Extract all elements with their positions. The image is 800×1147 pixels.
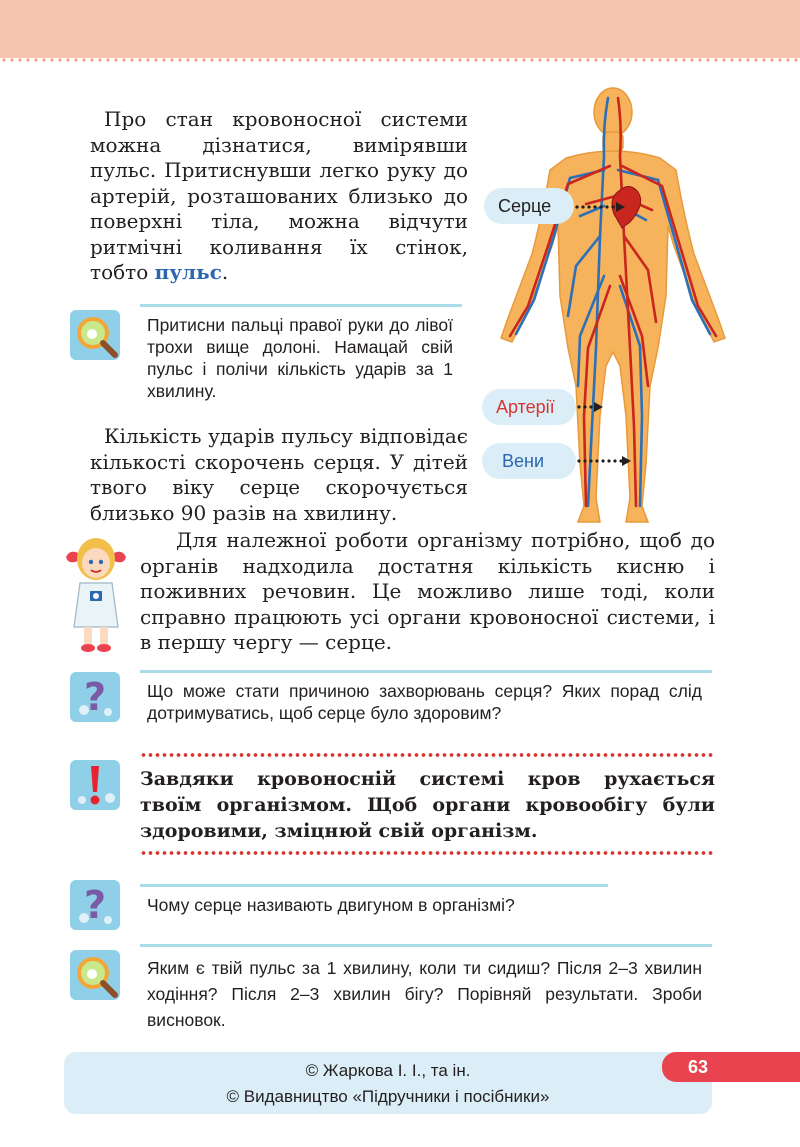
question-2-line [140, 884, 608, 887]
label-heart [484, 188, 574, 224]
copyright-publisher: © Видавництво «Підручники і посібники» [226, 1087, 550, 1106]
label-heart-text: Серце [498, 196, 552, 216]
conclusion-text: Завдяки кровоносній системі кров рухається твоїм організмом. Щоб органи кровообігу були здоровими, зміцнюй свій організм. [140, 768, 715, 842]
copyright-authors: © Жаркова І. І., та ін. [305, 1061, 471, 1080]
girl-doctor-illustration [60, 535, 132, 657]
heart-pointer-dots [574, 205, 618, 209]
intro-paragraph [90, 107, 468, 286]
conclusion-dotted-bottom [140, 850, 715, 856]
heart-pointer-arrowhead [616, 202, 625, 212]
task-pulse-text: Притисни пальці правої руки до лівої трохи вище долоні. Намацай свій пульс і полічи кількість ударів за 1 хвилину. [147, 315, 453, 401]
intro-text: Про стан кровоносної системи можна дізнатися, вимірявши пульс. Притиснувши легко руку до артерій, розташованих близько до поверхні тіла, можна відчути ритмічні коливання їх стінок, тобто [90, 107, 468, 284]
intro-end: . [221, 260, 229, 284]
term-pulse: пульс [154, 260, 222, 284]
svg-text:?: ? [83, 883, 107, 927]
task-final-text: Яким є твій пульс за 1 хвилину, коли ти сидиш? Після 2–3 хвилин ходіння? Після 2–3 хвилин бігу? Порівняй результати. Зроби висновок. [147, 958, 702, 1030]
svg-text:?: ? [83, 675, 107, 719]
task-final-line [140, 944, 712, 947]
veins-pointer-dots [576, 459, 624, 463]
question-1-line [140, 670, 712, 673]
question-mark-icon [70, 672, 120, 722]
label-veins [482, 443, 576, 479]
question-1-text: Що може стати причиною захворювань серця? Яких порад слід дотримуватись, щоб серце було здоровим? [147, 681, 702, 723]
arteries-pointer-dots [576, 405, 594, 409]
question-2-text: Чому серце називають двигуном в організмі? [147, 895, 515, 915]
task-pulse-line [140, 304, 462, 307]
header-dotted-border [0, 57, 800, 63]
page-number: 63 [662, 1052, 800, 1082]
magnifier-icon [70, 950, 120, 1000]
label-arteries-text: Артерії [496, 397, 555, 417]
label-arteries [482, 389, 576, 425]
conclusion-dotted-top [140, 752, 715, 758]
question-mark-icon [70, 880, 120, 930]
veins-pointer-arrowhead [622, 456, 631, 466]
pulse-paragraph: Кількість ударів пульсу відповідає кількості скорочень серця. У дітей твого віку серце скорочується близько 90 разів на хвилину. [90, 424, 468, 525]
arteries-pointer-arrowhead [594, 402, 603, 412]
organs-paragraph: Для належної роботи організму потрібно, щоб до органів надходила достатня кількість кисню і поживних речовин. Це можливо лише тоді, коли справно працюють усі органи кровоносної системи, і в першу чергу — серце. [140, 528, 715, 654]
header-band [0, 0, 800, 58]
magnifier-icon [70, 310, 120, 360]
label-veins-text: Вени [502, 451, 545, 471]
exclamation-mark-icon [70, 760, 120, 810]
